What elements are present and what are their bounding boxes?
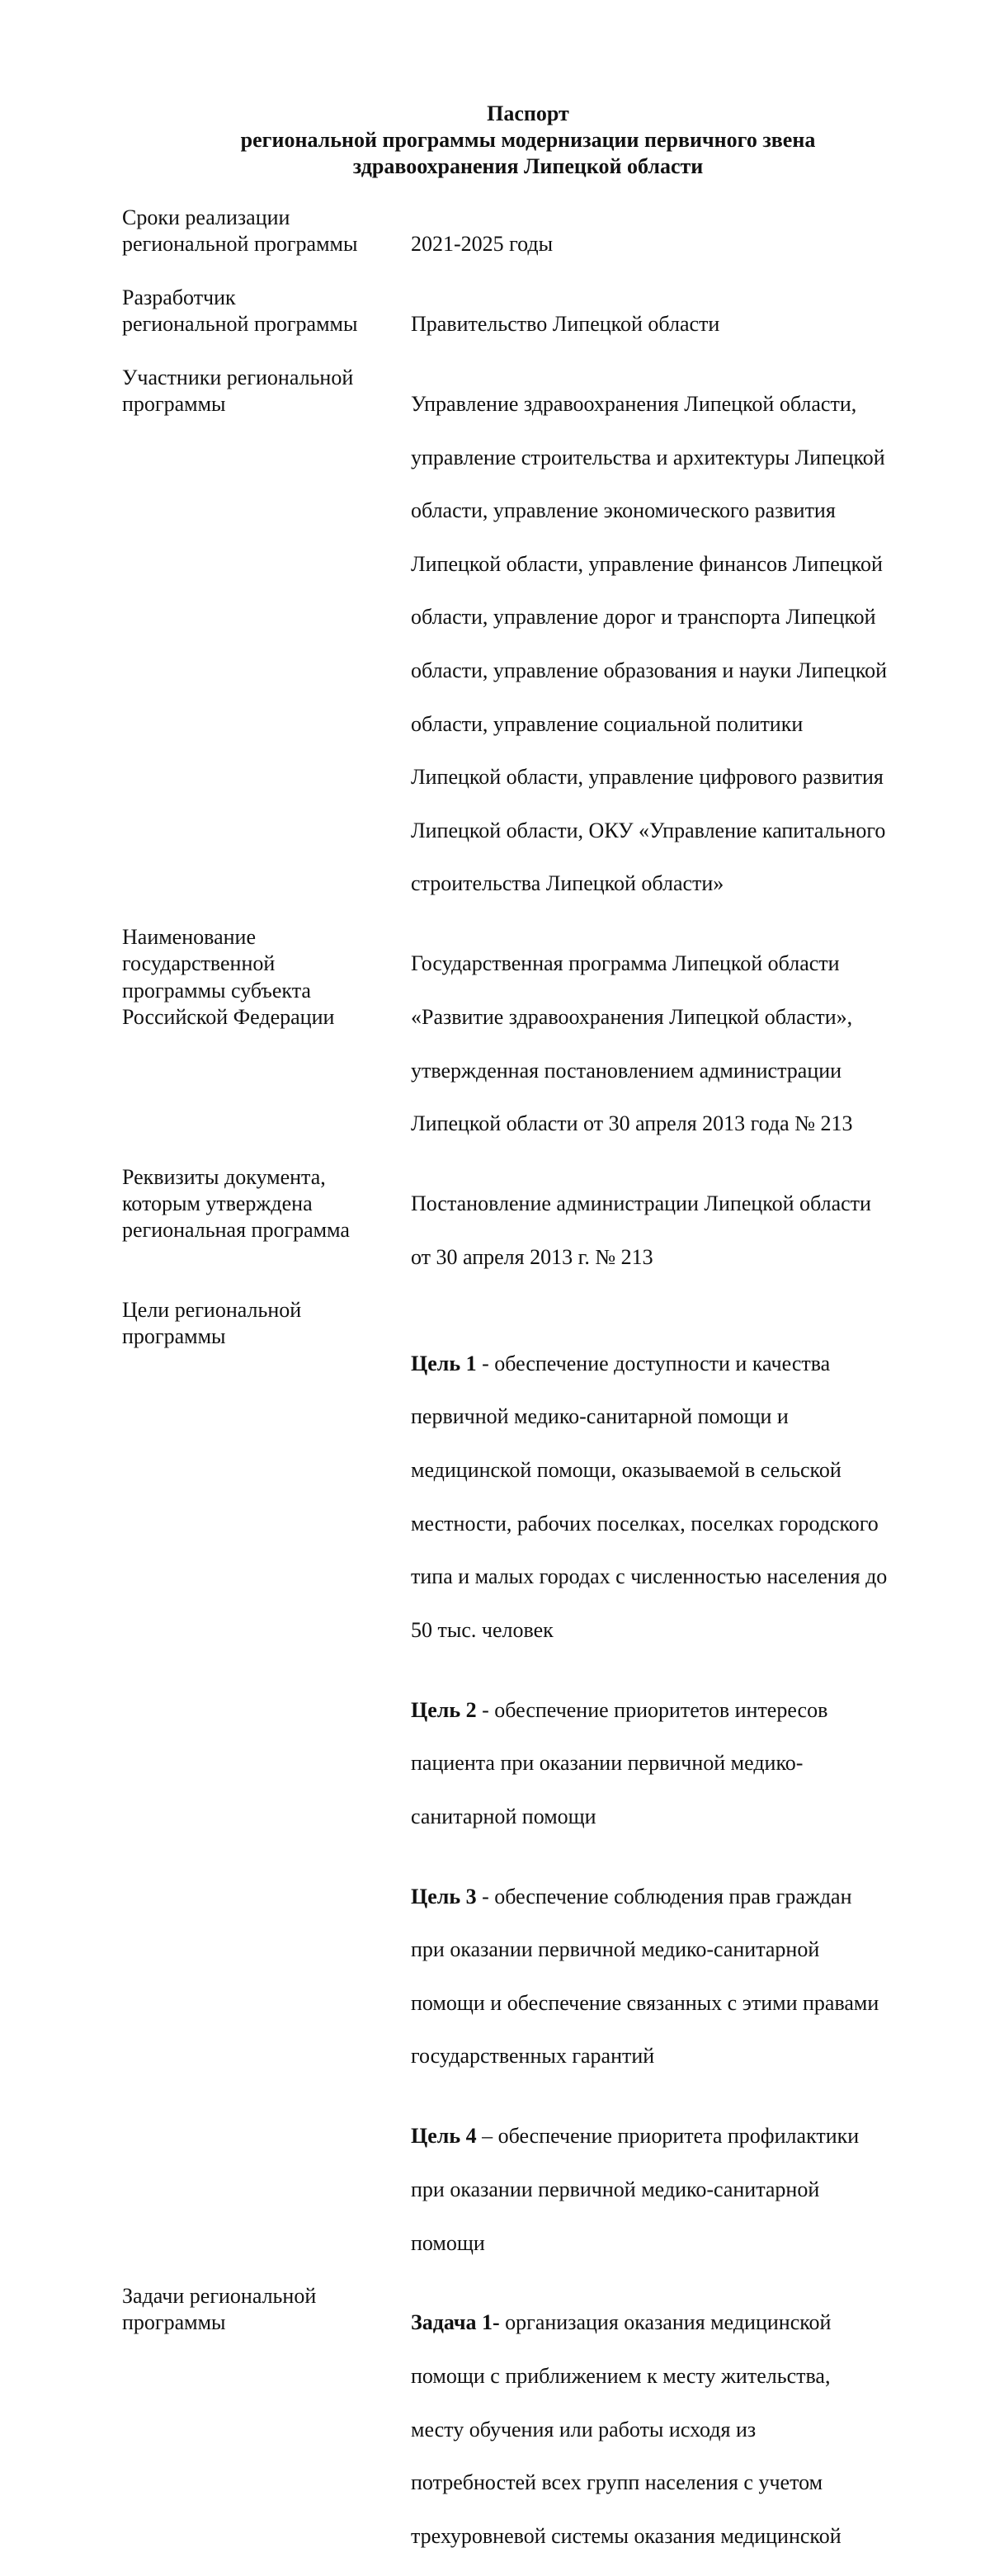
- label-line: программы: [122, 2310, 226, 2335]
- goal-4-first-line: [411, 2123, 939, 2149]
- label-line: региональной программы: [122, 232, 358, 257]
- label-line: Реквизиты документа,: [122, 1164, 326, 1189]
- row-value: [411, 1164, 939, 1297]
- value-line: медицинской помощи, оказываемой в сельской: [411, 1457, 842, 1482]
- row-value: [411, 2283, 939, 2576]
- row-label: [122, 1164, 411, 1297]
- goal-text: - обеспечение приоритетов интересов: [476, 1697, 828, 1722]
- label-line: программы: [122, 392, 226, 417]
- row-value: [411, 205, 939, 285]
- value-line: пациента при оказании первичной медико-: [411, 1751, 804, 1776]
- value-line: типа и малых городах с численностью населения до: [411, 1564, 888, 1589]
- value-line: Управление здравоохранения Липецкой области,: [411, 392, 857, 417]
- passport-row-developer: [122, 285, 939, 365]
- passport-table: [122, 205, 939, 2576]
- goal-2-first-line: [411, 1697, 939, 1724]
- value-line: области, управление социальной политики: [411, 711, 804, 736]
- value-line: управление строительства и архитектуры Липецкой: [411, 445, 885, 469]
- goal-head: Цель 3: [411, 1884, 477, 1908]
- value-line: трехуровневой системы оказания медицинской: [411, 2523, 842, 2548]
- value-line: 50 тыс. человек: [411, 1617, 554, 1642]
- value-line: при оказании первичной медико-санитарной: [411, 1937, 820, 1962]
- label-line: Участники региональной: [122, 365, 354, 389]
- value-line: первичной медико-санитарной помощи и: [411, 1404, 789, 1429]
- value-line: от 30 апреля 2013 г. № 213: [411, 1244, 653, 1269]
- value-line: помощи с приближением к месту жительства,: [411, 2364, 831, 2389]
- label-line: региональной программы: [122, 312, 358, 337]
- value-line: Постановление администрации Липецкой области: [411, 1191, 871, 1215]
- goal-3-first-line: [411, 1884, 939, 1910]
- document-title: [0, 101, 990, 180]
- row-label: [122, 924, 411, 1164]
- goal-text: – обеспечение приоритета профилактики: [476, 2124, 860, 2149]
- passport-row-state-program: [122, 924, 939, 1164]
- passport-row-goals: [122, 1297, 939, 2283]
- value-line: области, управление экономического развития: [411, 498, 836, 523]
- goal-head: Цель 2: [411, 1697, 477, 1722]
- label-line: которым утверждена: [122, 1191, 313, 1215]
- label-line: программы: [122, 1324, 226, 1349]
- value-line: области, управление дорог и транспорта Липецкой: [411, 605, 876, 630]
- value-line: утвержденная постановлением администрации: [411, 1058, 842, 1083]
- passport-row-participants: [122, 365, 939, 924]
- value-line: помощи и обеспечение связанных с этими правами: [411, 1990, 879, 2015]
- goal-text: - обеспечение доступности и качества: [476, 1351, 831, 1375]
- value-line: местности, рабочих поселках, поселках городского: [411, 1511, 879, 1536]
- row-label: [122, 1297, 411, 2283]
- value-line: области, управление образования и науки Липецкой: [411, 658, 888, 683]
- passport-row-document-details: [122, 1164, 939, 1297]
- title-line-2: региональной программы модернизации первичного звена: [240, 128, 816, 152]
- task-1-first-line: [411, 2309, 939, 2336]
- task-text: организация оказания медицинской: [499, 2310, 832, 2335]
- value-line: Государственная программа Липецкой области: [411, 951, 840, 976]
- row-label: [122, 205, 411, 285]
- row-value: [411, 1297, 939, 2283]
- value-line: помощи: [411, 2230, 485, 2255]
- label-line: Наименование: [122, 925, 256, 950]
- value-line: Правительство Липецкой области: [411, 312, 720, 337]
- goal-1-first-line: [411, 1351, 939, 1377]
- row-value: [411, 365, 939, 924]
- row-label: [122, 2283, 411, 2576]
- row-label: [122, 285, 411, 365]
- label-line: Разработчик: [122, 285, 236, 309]
- goal-text: - обеспечение соблюдения прав граждан: [476, 1884, 852, 1908]
- value-line: Липецкой области от 30 апреля 2013 года № 213: [411, 1111, 853, 1136]
- passport-row-tasks: [122, 2283, 939, 2576]
- label-line: Российской Федерации: [122, 1004, 335, 1029]
- value-line: 2021-2025 годы: [411, 232, 554, 257]
- label-line: региональная программа: [122, 1218, 350, 1243]
- row-value: [411, 924, 939, 1164]
- value-line: месту обучения или работы исходя из: [411, 2417, 757, 2442]
- label-line: Цели региональной: [122, 1298, 302, 1323]
- value-line: санитарной помощи: [411, 1804, 596, 1828]
- value-line: строительства Липецкой области»: [411, 871, 724, 896]
- passport-row-timeline: [122, 205, 939, 285]
- row-label: [122, 365, 411, 924]
- value-line: потребностей всех групп населения с учетом: [411, 2470, 823, 2495]
- value-line: Липецкой области, ОКУ «Управление капитального: [411, 818, 886, 842]
- value-line: при оказании первичной медико-санитарной: [411, 2177, 820, 2201]
- goal-head: Цель 4: [411, 2124, 477, 2149]
- value-line: государственных гарантий: [411, 2044, 655, 2069]
- value-line: «Развитие здравоохранения Липецкой области»,: [411, 1004, 853, 1029]
- goal-head: Цель 1: [411, 1351, 477, 1375]
- row-value: [411, 285, 939, 365]
- title-line-3: здравоохранения Липецкой области: [352, 154, 704, 178]
- label-line: программы субъекта: [122, 978, 311, 1003]
- task-head: Задача 1-: [411, 2310, 500, 2335]
- label-line: Сроки реализации: [122, 205, 290, 229]
- label-line: Задачи региональной: [122, 2284, 317, 2309]
- title-line-1: Паспорт: [487, 101, 569, 125]
- value-line: Липецкой области, управление финансов Липецкой: [411, 551, 883, 576]
- label-line: государственной: [122, 951, 276, 976]
- value-line: Липецкой области, управление цифрового развития: [411, 765, 884, 790]
